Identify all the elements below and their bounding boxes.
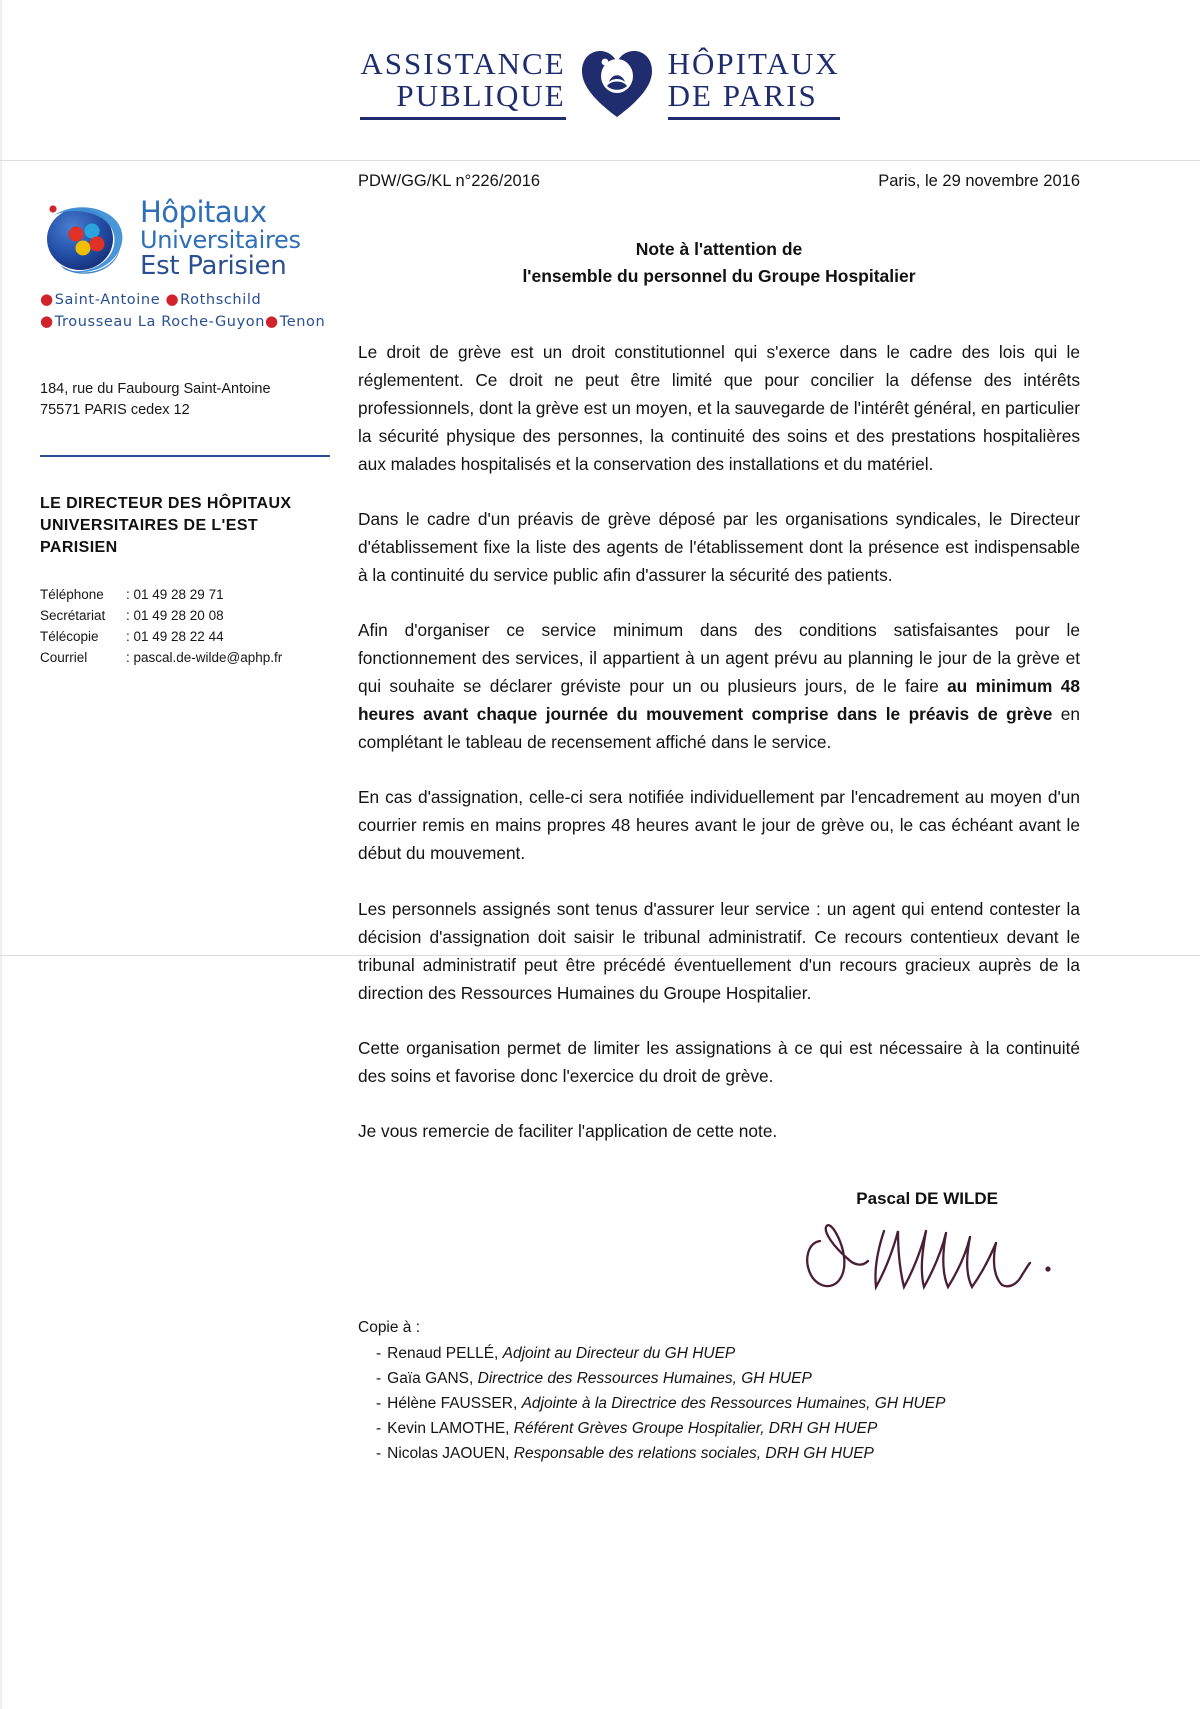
copy-recipient-name: Hélène FAUSSER,: [387, 1394, 518, 1412]
director-title-line-2: UNIVERSITAIRES DE L'EST PARISIEN: [40, 517, 259, 557]
paragraph-1: Le droit de grève est un droit constitutionnel qui s'exerce dans le cadre des lois qui le réglementent. Ce droit ne peut être limité que pour concilier la défense des intérêts professionnels, dont la grève est un moyen, et la sauvegarde de l'intérêt général, en particulier la sécurité physique des personnes, la continuité des soins et des prestations hospitalières aux malades hospitalisés et la conservation des installations et du matériel.: [358, 342, 1080, 475]
postal-address: [40, 379, 340, 421]
contact-label-secretariat: Secrétariat: [40, 608, 106, 624]
huep-name-line3: Est Parisien: [140, 251, 287, 282]
copy-recipient-item: [358, 1441, 1080, 1466]
copy-recipient-name: Gaïa GANS,: [387, 1369, 474, 1387]
scan-edge: [0, 0, 2, 1709]
aphp-rule-right: [668, 117, 840, 120]
paragraph-2: Dans le cadre d'un préavis de grève déposé par les organisations syndicales, le Directeur d'établissement fixe la liste des agents de l'établissement dont la présence est indispensable à la continuité du service public afin d'assurer la sécurité des patients.: [358, 509, 1080, 586]
aphp-line-assistance: ASSISTANCE: [360, 46, 566, 81]
paragraph-7: Je vous remercie de faciliter l'application de cette note.: [358, 1120, 778, 1141]
letter-paragraphs: [358, 338, 1080, 1144]
huep-name-line1: Hôpitaux: [140, 195, 267, 230]
list-dash: -: [376, 1445, 382, 1463]
copy-title: Copie à :: [358, 1318, 421, 1336]
site-saint-antoine: Saint-Antoine: [54, 292, 161, 308]
address-line-2: 75571 PARIS cedex 12: [40, 402, 190, 419]
contact-details: [40, 585, 340, 669]
copy-recipient-item: [358, 1416, 1080, 1441]
subject-line-2: l'ensemble du personnel du Groupe Hospitalier: [522, 266, 916, 287]
director-title: [40, 493, 340, 559]
huep-sites-list: [40, 289, 340, 332]
site-trousseau: Trousseau La Roche-Guyon: [54, 313, 266, 330]
handwritten-signature-icon: [800, 1207, 1090, 1312]
contact-value-telecopie: : 01 49 28 22 44: [126, 629, 224, 645]
copy-recipient-role: Responsable des relations sociales, DRH GH HUEP: [513, 1445, 874, 1463]
bullet-dot-icon: ●: [40, 311, 54, 330]
signatory-name: Pascal DE WILDE: [856, 1188, 998, 1208]
letter-subject: [358, 236, 1080, 290]
sidebar-divider: [40, 455, 330, 457]
huep-sites-row-1: [40, 289, 340, 311]
paragraph-3-part-a: Afin d'organiser ce service minimum dans des conditions satisfaisantes pour le fonctionnement des services, il appartient à un agent prévu au planning le jour de la grève et qui souhaite se déclarer gréviste pour un ou plusieurs jours, de le faire: [358, 620, 1080, 697]
contact-value-telephone: : 01 49 28 29 71: [126, 587, 224, 603]
aphp-wordmark-right: [668, 48, 840, 120]
contact-row-courriel: [40, 648, 340, 669]
copy-recipients-list: [358, 1341, 1080, 1467]
paragraph-3-part-b: en complétant le tableau de recensement affiché dans le service.: [358, 704, 1080, 753]
letter-meta: [358, 172, 1080, 191]
huep-logo-row: [40, 195, 340, 283]
aphp-line-publique: PUBLIQUE: [396, 78, 566, 114]
huep-sphere-logo-icon: [40, 195, 132, 283]
contact-label-telecopie: Télécopie: [40, 629, 99, 645]
copy-recipient-role: Directrice des Ressources Humaines, GH HUEP: [477, 1369, 812, 1387]
copy-recipient-item: [358, 1341, 1080, 1366]
aphp-wordmark-left: [360, 48, 565, 120]
list-dash: -: [376, 1344, 382, 1362]
site-tenon: Tenon: [279, 313, 326, 330]
copy-recipient-role: Adjointe à la Directrice des Ressources Humaines, GH HUEP: [521, 1394, 946, 1412]
subject-line-1: Note à l'attention de: [635, 239, 803, 259]
contact-label-courriel: Courriel: [40, 650, 88, 666]
copy-recipient-item: [358, 1391, 1080, 1416]
aphp-rule-left: [360, 117, 565, 120]
aphp-line-hopitaux: HÔPITAUX: [667, 46, 840, 81]
contact-row-telecopie: [40, 627, 340, 648]
huep-sites-row-2: [40, 311, 340, 333]
list-dash: -: [376, 1369, 382, 1387]
signature-block: [358, 1189, 1080, 1309]
aphp-heart-logo-icon: [580, 49, 654, 119]
paragraph-6: Cette organisation permet de limiter les assignations à ce qui est nécessaire à la continuité des soins et favorise donc l'exercice du droit de grève.: [358, 1037, 1080, 1086]
list-dash: -: [376, 1420, 382, 1438]
bullet-dot-icon: ●: [265, 311, 279, 330]
letter-reference: PDW/GG/KL n°226/2016: [358, 172, 541, 190]
copy-recipient-name: Renaud PELLÉ,: [387, 1344, 499, 1362]
paragraph-3: [358, 616, 1080, 756]
copy-recipient-role: Référent Grèves Groupe Hospitalier, DRH GH HUEP: [513, 1420, 878, 1438]
paragraph-4: En cas d'assignation, celle-ci sera notifiée individuellement par l'encadrement au moyen d'un courrier remis en mains propres 48 heures avant le jour de grève ou, le cas échéant avant le début du mouvement.: [358, 787, 1080, 864]
bullet-dot-icon: ●: [40, 290, 54, 308]
address-line-1: 184, rue du Faubourg Saint-Antoine: [40, 381, 271, 398]
letter-body: [358, 172, 1080, 1466]
huep-name-line2: Universitaires: [140, 225, 301, 254]
contact-row-secretariat: [40, 606, 340, 627]
copy-recipients-block: [358, 1315, 1080, 1467]
contact-value-courriel[interactable]: : pascal.de-wilde@aphp.fr: [126, 650, 283, 666]
paragraph-3-bold: au minimum 48 heures avant chaque journée du mouvement comprise dans le préavis de grève: [358, 676, 1080, 725]
paragraph-5: Les personnels assignés sont tenus d'assurer leur service : un agent qui entend contester la décision d'assignation doit saisir le tribunal administratif. Ce recours contentieux devant le tribunal administratif peut être précédé éventuellement d'un recours gracieux auprès de la direction des Ressources Humaines du Groupe Hospitalier.: [358, 898, 1080, 1003]
list-dash: -: [376, 1394, 382, 1412]
contact-label-telephone: Téléphone: [40, 587, 104, 603]
huep-wordmark: [140, 197, 301, 281]
letter-place-date: Paris, le 29 novembre 2016: [878, 172, 1080, 190]
scan-seam: [0, 160, 1200, 161]
copy-recipient-name: Kevin LAMOTHE,: [387, 1420, 510, 1438]
aphp-letterhead: [0, 48, 1200, 120]
contact-row-telephone: [40, 585, 340, 606]
copy-recipient-name: Nicolas JAOUEN,: [387, 1445, 510, 1463]
aphp-line-de-paris: DE PARIS: [667, 78, 818, 114]
director-title-line-1: LE DIRECTEUR DES HÔPITAUX: [40, 495, 292, 513]
copy-recipient-item: [358, 1366, 1080, 1391]
contact-value-secretariat: : 01 49 28 20 08: [126, 608, 224, 624]
copy-recipient-role: Adjoint au Directeur du GH HUEP: [502, 1344, 736, 1362]
site-rothschild: Rothschild: [180, 292, 262, 308]
bullet-dot-icon: ●: [165, 290, 180, 308]
sidebar-letterhead: [40, 195, 340, 669]
